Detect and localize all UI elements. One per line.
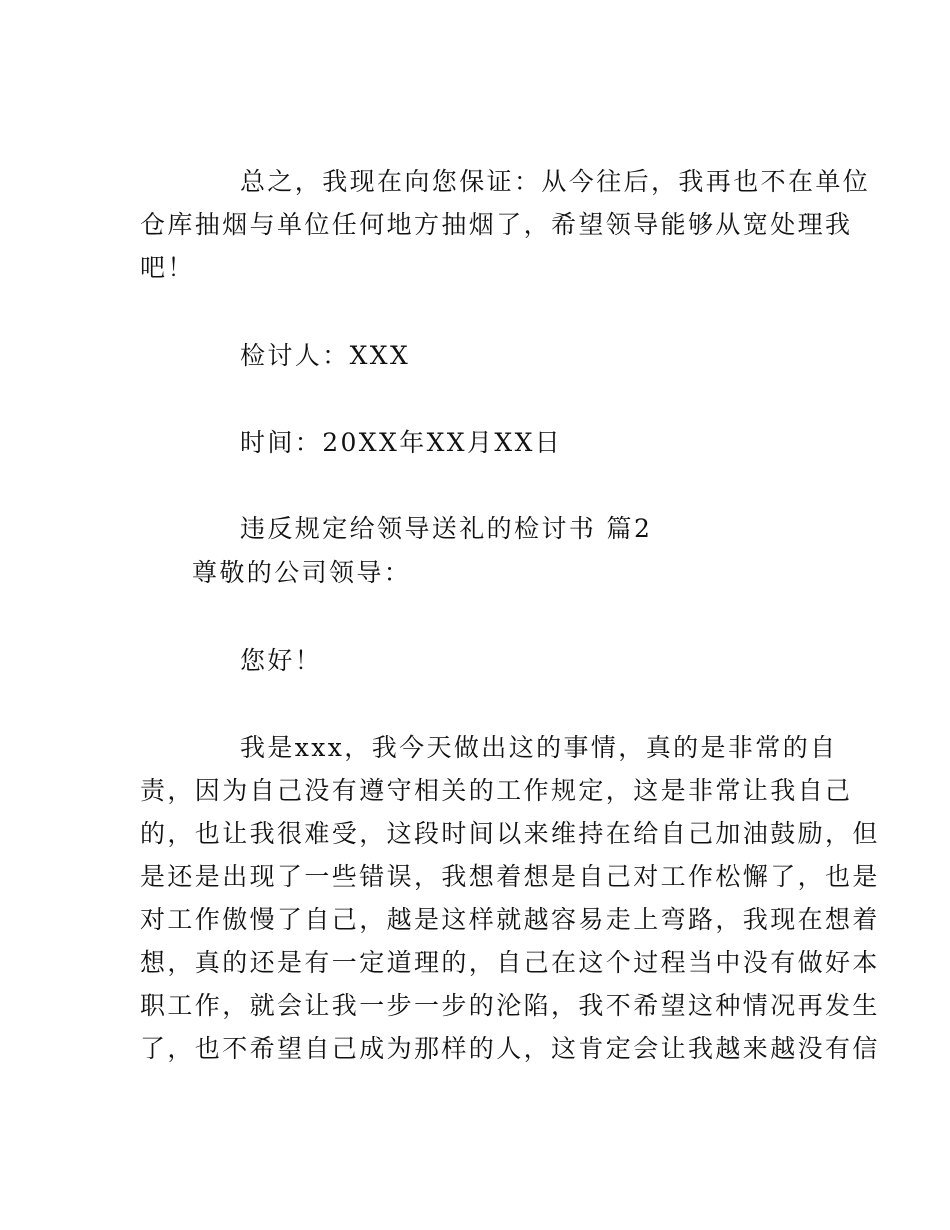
- body-line-3: 的，也让我很难受，这段时间以来维持在给自己加油鼓励，但: [140, 819, 880, 848]
- pledge-line-1: 总之，我现在向您保证：从今往后，我再也不在单位: [240, 167, 871, 196]
- section-title: 违反规定给领导送礼的检讨书 篇2: [240, 514, 653, 543]
- body-line-2: 责，因为自己没有遵守相关的工作规定，这是非常让我自己: [140, 776, 853, 805]
- date-line: 时间：20XX年XX月XX日: [240, 428, 563, 457]
- body-line-6: 想，真的还是有一定道理的，自己在这个过程当中没有做好本: [140, 948, 880, 977]
- signer-line: 检讨人：XXX: [240, 341, 411, 370]
- greeting: 您好！: [240, 646, 323, 675]
- body-line-5: 对工作傲慢了自己，越是这样就越容易走上弯路，我现在想着: [140, 905, 880, 934]
- salutation: 尊敬的公司领导：: [192, 558, 412, 587]
- body-line-4: 是还是出现了一些错误，我想着想是自己对工作松懈了，也是: [140, 862, 880, 891]
- body-line-1: 我是xxx，我今天做出这的事情，真的是非常的自: [240, 733, 838, 762]
- pledge-line-2: 仓库抽烟与单位任何地方抽烟了，希望领导能够从宽处理我: [140, 210, 853, 239]
- pledge-line-3: 吧！: [140, 253, 195, 282]
- body-line-8: 了，也不希望自己成为那样的人，这肯定会让我越来越没有信: [140, 1034, 880, 1063]
- body-line-7: 职工作，就会让我一步一步的沦陷，我不希望这种情况再发生: [140, 991, 880, 1020]
